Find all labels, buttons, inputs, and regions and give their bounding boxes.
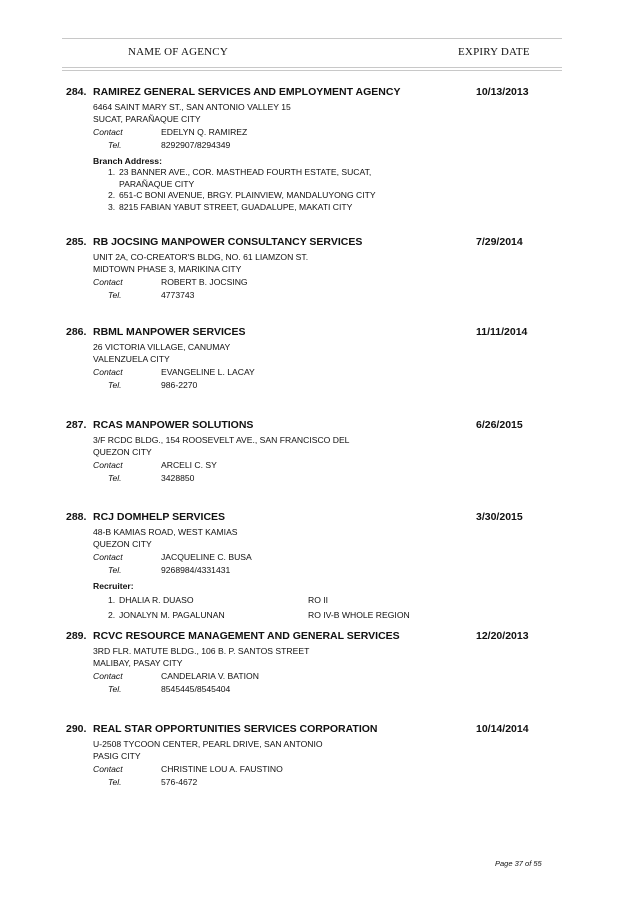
entry-number: 284. [66, 86, 87, 98]
contact-value: EVANGELINE L. LACAY [161, 367, 255, 377]
tel-value: 576-4672 [161, 777, 198, 787]
contact-label: Contact [93, 367, 123, 377]
agency-entry [66, 236, 566, 301]
tel-row [93, 378, 566, 391]
entry-number: 285. [66, 236, 87, 248]
expiry-date: 7/29/2014 [476, 236, 523, 248]
agency-entry [66, 723, 566, 788]
tel-label: Tel. [108, 473, 122, 483]
tel-row [93, 682, 566, 695]
agency-name: RCJ DOMHELP SERVICES [93, 511, 226, 523]
agency-address [93, 252, 566, 275]
branch-line: 8215 FABIAN YABUT STREET, GUADALUPE, MAKATI CITY [119, 201, 353, 212]
contact-row [93, 365, 566, 378]
agency-address [93, 527, 566, 550]
agency-entry [66, 630, 566, 695]
recruiter-item [108, 593, 566, 608]
tel-label: Tel. [108, 290, 122, 300]
contact-value: CANDELARIA V. BATION [161, 671, 259, 681]
branch-list [108, 167, 566, 213]
column-header-expiry: EXPIRY DATE [458, 46, 530, 58]
address-line: MALIBAY, PASAY CITY [93, 657, 183, 668]
address-line: VALENZUELA CITY [93, 353, 170, 364]
address-line: 3RD FLR. MATUTE BLDG., 106 B. P. SANTOS STREET [93, 646, 310, 656]
agency-address [93, 342, 566, 365]
address-line: 3/F RCDC BLDG., 154 ROOSEVELT AVE., SAN FRANCISCO DEL [93, 435, 350, 445]
contact-row [93, 550, 566, 563]
contact-label: Contact [93, 671, 123, 681]
header-bottom-rule [62, 67, 562, 68]
expiry-date: 3/30/2015 [476, 511, 523, 523]
branch-item [108, 167, 566, 190]
address-line: QUEZON CITY [93, 446, 152, 457]
tel-row [93, 288, 566, 301]
expiry-date: 10/14/2014 [476, 723, 529, 735]
contact-value: JACQUELINE C. BUSA [161, 552, 252, 562]
contact-row [93, 458, 566, 471]
expiry-date: 6/26/2015 [476, 419, 523, 431]
address-line: MIDTOWN PHASE 3, MARIKINA CITY [93, 263, 242, 274]
branch-number: 3. [108, 201, 116, 212]
tel-label: Tel. [108, 140, 122, 150]
column-header-name: NAME OF AGENCY [128, 46, 228, 58]
agency-name: RAMIREZ GENERAL SERVICES AND EMPLOYMENT AGENCY [93, 86, 401, 98]
tel-value: 8292907/8294349 [161, 140, 231, 150]
branch-item [108, 190, 566, 202]
address-line: PASIG CITY [93, 750, 141, 761]
tel-row [93, 138, 566, 151]
recruiter-item [108, 608, 566, 623]
branch-number: 1. [108, 167, 116, 177]
agency-address [93, 646, 566, 669]
branch-heading: Branch Address: [93, 156, 162, 166]
tel-value: 3428850 [161, 473, 195, 483]
contact-label: Contact [93, 460, 123, 470]
recruiter-region: RO IV-B WHOLE REGION [308, 610, 410, 620]
tel-value: 986-2270 [161, 380, 198, 390]
recruiter-region: RO II [308, 595, 329, 605]
contact-row [93, 275, 566, 288]
tel-row [93, 471, 566, 484]
agency-name: REAL STAR OPPORTUNITIES SERVICES CORPORATION [93, 723, 378, 735]
contact-value: EDELYN Q. RAMIREZ [161, 127, 248, 137]
header-bottom-rule-2 [62, 70, 562, 71]
contact-row [93, 762, 566, 775]
agency-address [93, 435, 566, 458]
contact-label: Contact [93, 552, 123, 562]
page-number: Page 37 of 55 [495, 859, 542, 868]
contact-value: CHRISTINE LOU A. FAUSTINO [161, 764, 283, 774]
address-line: SUCAT, PARAÑAQUE CITY [93, 113, 201, 124]
agency-entry [66, 86, 566, 213]
branch-line: PARAÑAQUE CITY [119, 178, 195, 189]
address-line: QUEZON CITY [93, 538, 152, 549]
header-top-rule [62, 38, 562, 39]
agency-entry [66, 419, 566, 484]
contact-label: Contact [93, 277, 123, 287]
entry-number: 286. [66, 326, 87, 338]
contact-label: Contact [93, 127, 123, 137]
address-line: UNIT 2A, CO-CREATOR'S BLDG, NO. 61 LIAMZON ST. [93, 252, 309, 262]
agency-address [93, 739, 566, 762]
agency-address [93, 102, 566, 125]
contact-row [93, 125, 566, 138]
expiry-date: 10/13/2013 [476, 86, 529, 98]
agency-entry [66, 326, 566, 391]
entry-number: 288. [66, 511, 87, 523]
tel-label: Tel. [108, 380, 122, 390]
tel-row [93, 775, 566, 788]
entry-number: 287. [66, 419, 87, 431]
contact-row [93, 669, 566, 682]
contact-label: Contact [93, 764, 123, 774]
branch-number: 2. [108, 190, 116, 200]
agency-name: RB JOCSING MANPOWER CONSULTANCY SERVICES [93, 236, 363, 248]
agency-name: RCVC RESOURCE MANAGEMENT AND GENERAL SERVICES [93, 630, 400, 642]
address-line: 48-B KAMIAS ROAD, WEST KAMIAS [93, 527, 238, 537]
tel-label: Tel. [108, 777, 122, 787]
contact-value: ARCELI C. SY [161, 460, 217, 470]
address-line: U-2508 TYCOON CENTER, PEARL DRIVE, SAN ANTONIO [93, 739, 323, 749]
branch-line: 23 BANNER AVE., COR. MASTHEAD FOURTH ESTATE, SUCAT, [119, 167, 372, 177]
tel-row [93, 563, 566, 576]
recruiter-name: JONALYN M. PAGALUNAN [119, 610, 225, 620]
branch-line: 651-C BONI AVENUE, BRGY. PLAINVIEW, MANDALUYONG CITY [119, 190, 376, 200]
tel-value: 4773743 [161, 290, 195, 300]
recruiter-list [108, 593, 566, 623]
contact-value: ROBERT B. JOCSING [161, 277, 248, 287]
expiry-date: 12/20/2013 [476, 630, 529, 642]
agency-name: RCAS MANPOWER SOLUTIONS [93, 419, 254, 431]
expiry-date: 11/11/2014 [476, 326, 528, 338]
recruiter-heading: Recruiter: [93, 581, 134, 591]
recruiter-name: DHALIA R. DUASO [119, 595, 194, 605]
recruiter-number: 2. [108, 610, 116, 620]
tel-value: 8545445/8545404 [161, 684, 231, 694]
address-line: 26 VICTORIA VILLAGE, CANUMAY [93, 342, 231, 352]
tel-label: Tel. [108, 565, 122, 575]
address-line: 6464 SAINT MARY ST., SAN ANTONIO VALLEY 15 [93, 102, 291, 112]
recruiter-number: 1. [108, 595, 116, 605]
entry-number: 289. [66, 630, 87, 642]
tel-label: Tel. [108, 684, 122, 694]
agency-name: RBML MANPOWER SERVICES [93, 326, 246, 338]
branch-item [108, 202, 566, 214]
entry-number: 290. [66, 723, 87, 735]
tel-value: 9268984/4331431 [161, 565, 231, 575]
agency-entry [66, 511, 566, 623]
